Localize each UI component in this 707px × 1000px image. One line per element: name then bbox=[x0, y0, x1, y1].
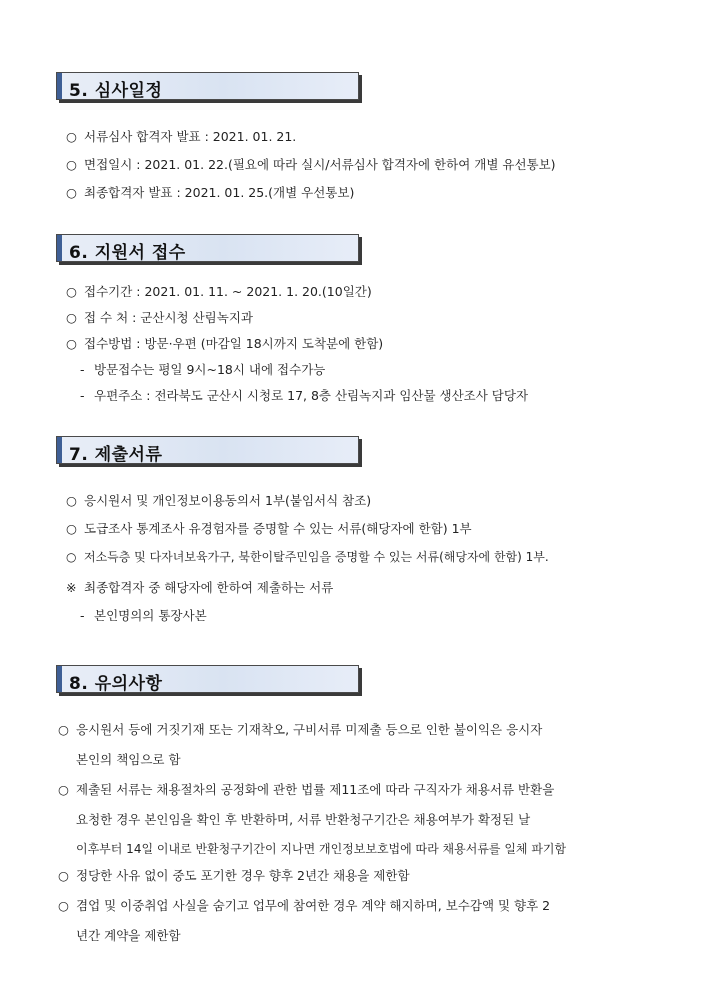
circle-bullet-icon: ○ bbox=[66, 185, 77, 200]
circle-bullet-icon: ○ bbox=[66, 521, 77, 536]
application-item-2: ○ 접 수 처 : 군산시청 산림녹지과 bbox=[66, 310, 253, 325]
dash-bullet-icon: - bbox=[80, 362, 85, 377]
heading-accent-bar bbox=[57, 437, 62, 463]
notes-item-1: ○ 응시원서 등에 거짓기재 또는 기재착오, 구비서류 미제출 등으로 인한 불이익은 응시자 bbox=[58, 722, 543, 737]
heading-accent-bar bbox=[57, 73, 62, 99]
heading-accent-bar bbox=[57, 235, 62, 261]
circle-bullet-icon: ○ bbox=[58, 782, 69, 797]
documents-item-3: ○ 저소득층 및 다자녀보육가구, 북한이탈주민임을 증명할 수 있는 서류(해당자에 한함) 1부. bbox=[66, 550, 549, 564]
schedule-item-2: ○ 면접일시 : 2021. 01. 22.(필요에 따라 실시/서류심사 합격자에 한하여 개별 유선통보) bbox=[66, 157, 556, 172]
application-subitem-1: - 방문접수는 평일 9시~18시 내에 접수가능 bbox=[80, 362, 326, 377]
documents-note: ※ 최종합격자 중 해당자에 한하여 제출하는 서류 bbox=[66, 580, 334, 595]
section-heading-notes bbox=[56, 665, 359, 693]
application-subitem-2: - 우편주소 : 전라북도 군산시 시청로 17, 8층 산림녹지과 임산물 생산조사 담당자 bbox=[80, 388, 529, 403]
section-title: 6. 지원서 접수 bbox=[69, 243, 186, 263]
section-heading-application bbox=[56, 234, 359, 262]
schedule-item-1: ○ 서류심사 합격자 발표 : 2021. 01. 21. bbox=[66, 129, 297, 144]
circle-bullet-icon: ○ bbox=[66, 336, 77, 351]
notes-item-2-cont-1: 요청한 경우 본인임을 확인 후 반환하며, 서류 반환청구기간은 채용여부가 확정된 날 bbox=[76, 812, 531, 827]
circle-bullet-icon: ○ bbox=[58, 898, 69, 913]
circle-bullet-icon: ○ bbox=[66, 310, 77, 325]
section-heading-schedule bbox=[56, 72, 359, 100]
notes-item-4: ○ 겸업 및 이중취업 사실을 숨기고 업무에 참여한 경우 계약 해지하며, 보수감액 및 향후 2 bbox=[58, 898, 551, 913]
documents-item-2: ○ 도급조사 통계조사 유경험자를 증명할 수 있는 서류(해당자에 한함) 1부 bbox=[66, 521, 472, 536]
heading-accent-bar bbox=[57, 666, 62, 692]
dash-bullet-icon: - bbox=[80, 388, 85, 403]
circle-bullet-icon: ○ bbox=[66, 284, 77, 299]
schedule-item-3: ○ 최종합격자 발표 : 2021. 01. 25.(개별 우선통보) bbox=[66, 185, 355, 200]
section-heading-documents bbox=[56, 436, 359, 464]
notes-item-3: ○ 정당한 사유 없이 중도 포기한 경우 향후 2년간 채용을 제한함 bbox=[58, 868, 410, 883]
circle-bullet-icon: ○ bbox=[66, 493, 77, 508]
notes-item-2-cont-2: 이후부터 14일 이내로 반환청구기간이 지나면 개인정보보호법에 따라 채용서류를 일체 파기함 bbox=[76, 842, 567, 856]
application-item-1: ○ 접수기간 : 2021. 01. 11. ~ 2021. 1. 20.(10일간) bbox=[66, 284, 372, 299]
circle-bullet-icon: ○ bbox=[66, 550, 77, 564]
dash-bullet-icon: - bbox=[80, 608, 85, 623]
documents-item-1: ○ 응시원서 및 개인정보이용동의서 1부(붙임서식 참조) bbox=[66, 493, 372, 508]
notes-item-4-cont: 년간 계약을 제한함 bbox=[76, 928, 181, 943]
documents-subitem-1: - 본인명의의 통장사본 bbox=[80, 608, 207, 623]
circle-bullet-icon: ○ bbox=[58, 868, 69, 883]
notes-item-2: ○ 제출된 서류는 채용절차의 공정화에 관한 법률 제11조에 따라 구직자가 채용서류 반환을 bbox=[58, 782, 555, 797]
reference-mark-icon: ※ bbox=[66, 580, 77, 595]
section-title: 8. 유의사항 bbox=[69, 674, 163, 694]
section-title: 7. 제출서류 bbox=[69, 445, 163, 465]
circle-bullet-icon: ○ bbox=[58, 722, 69, 737]
circle-bullet-icon: ○ bbox=[66, 157, 77, 172]
circle-bullet-icon: ○ bbox=[66, 129, 77, 144]
application-item-3: ○ 접수방법 : 방문·우편 (마감일 18시까지 도착분에 한함) bbox=[66, 336, 384, 351]
notes-item-1-cont: 본인의 책임으로 함 bbox=[76, 752, 181, 767]
section-title: 5. 심사일정 bbox=[69, 81, 163, 101]
